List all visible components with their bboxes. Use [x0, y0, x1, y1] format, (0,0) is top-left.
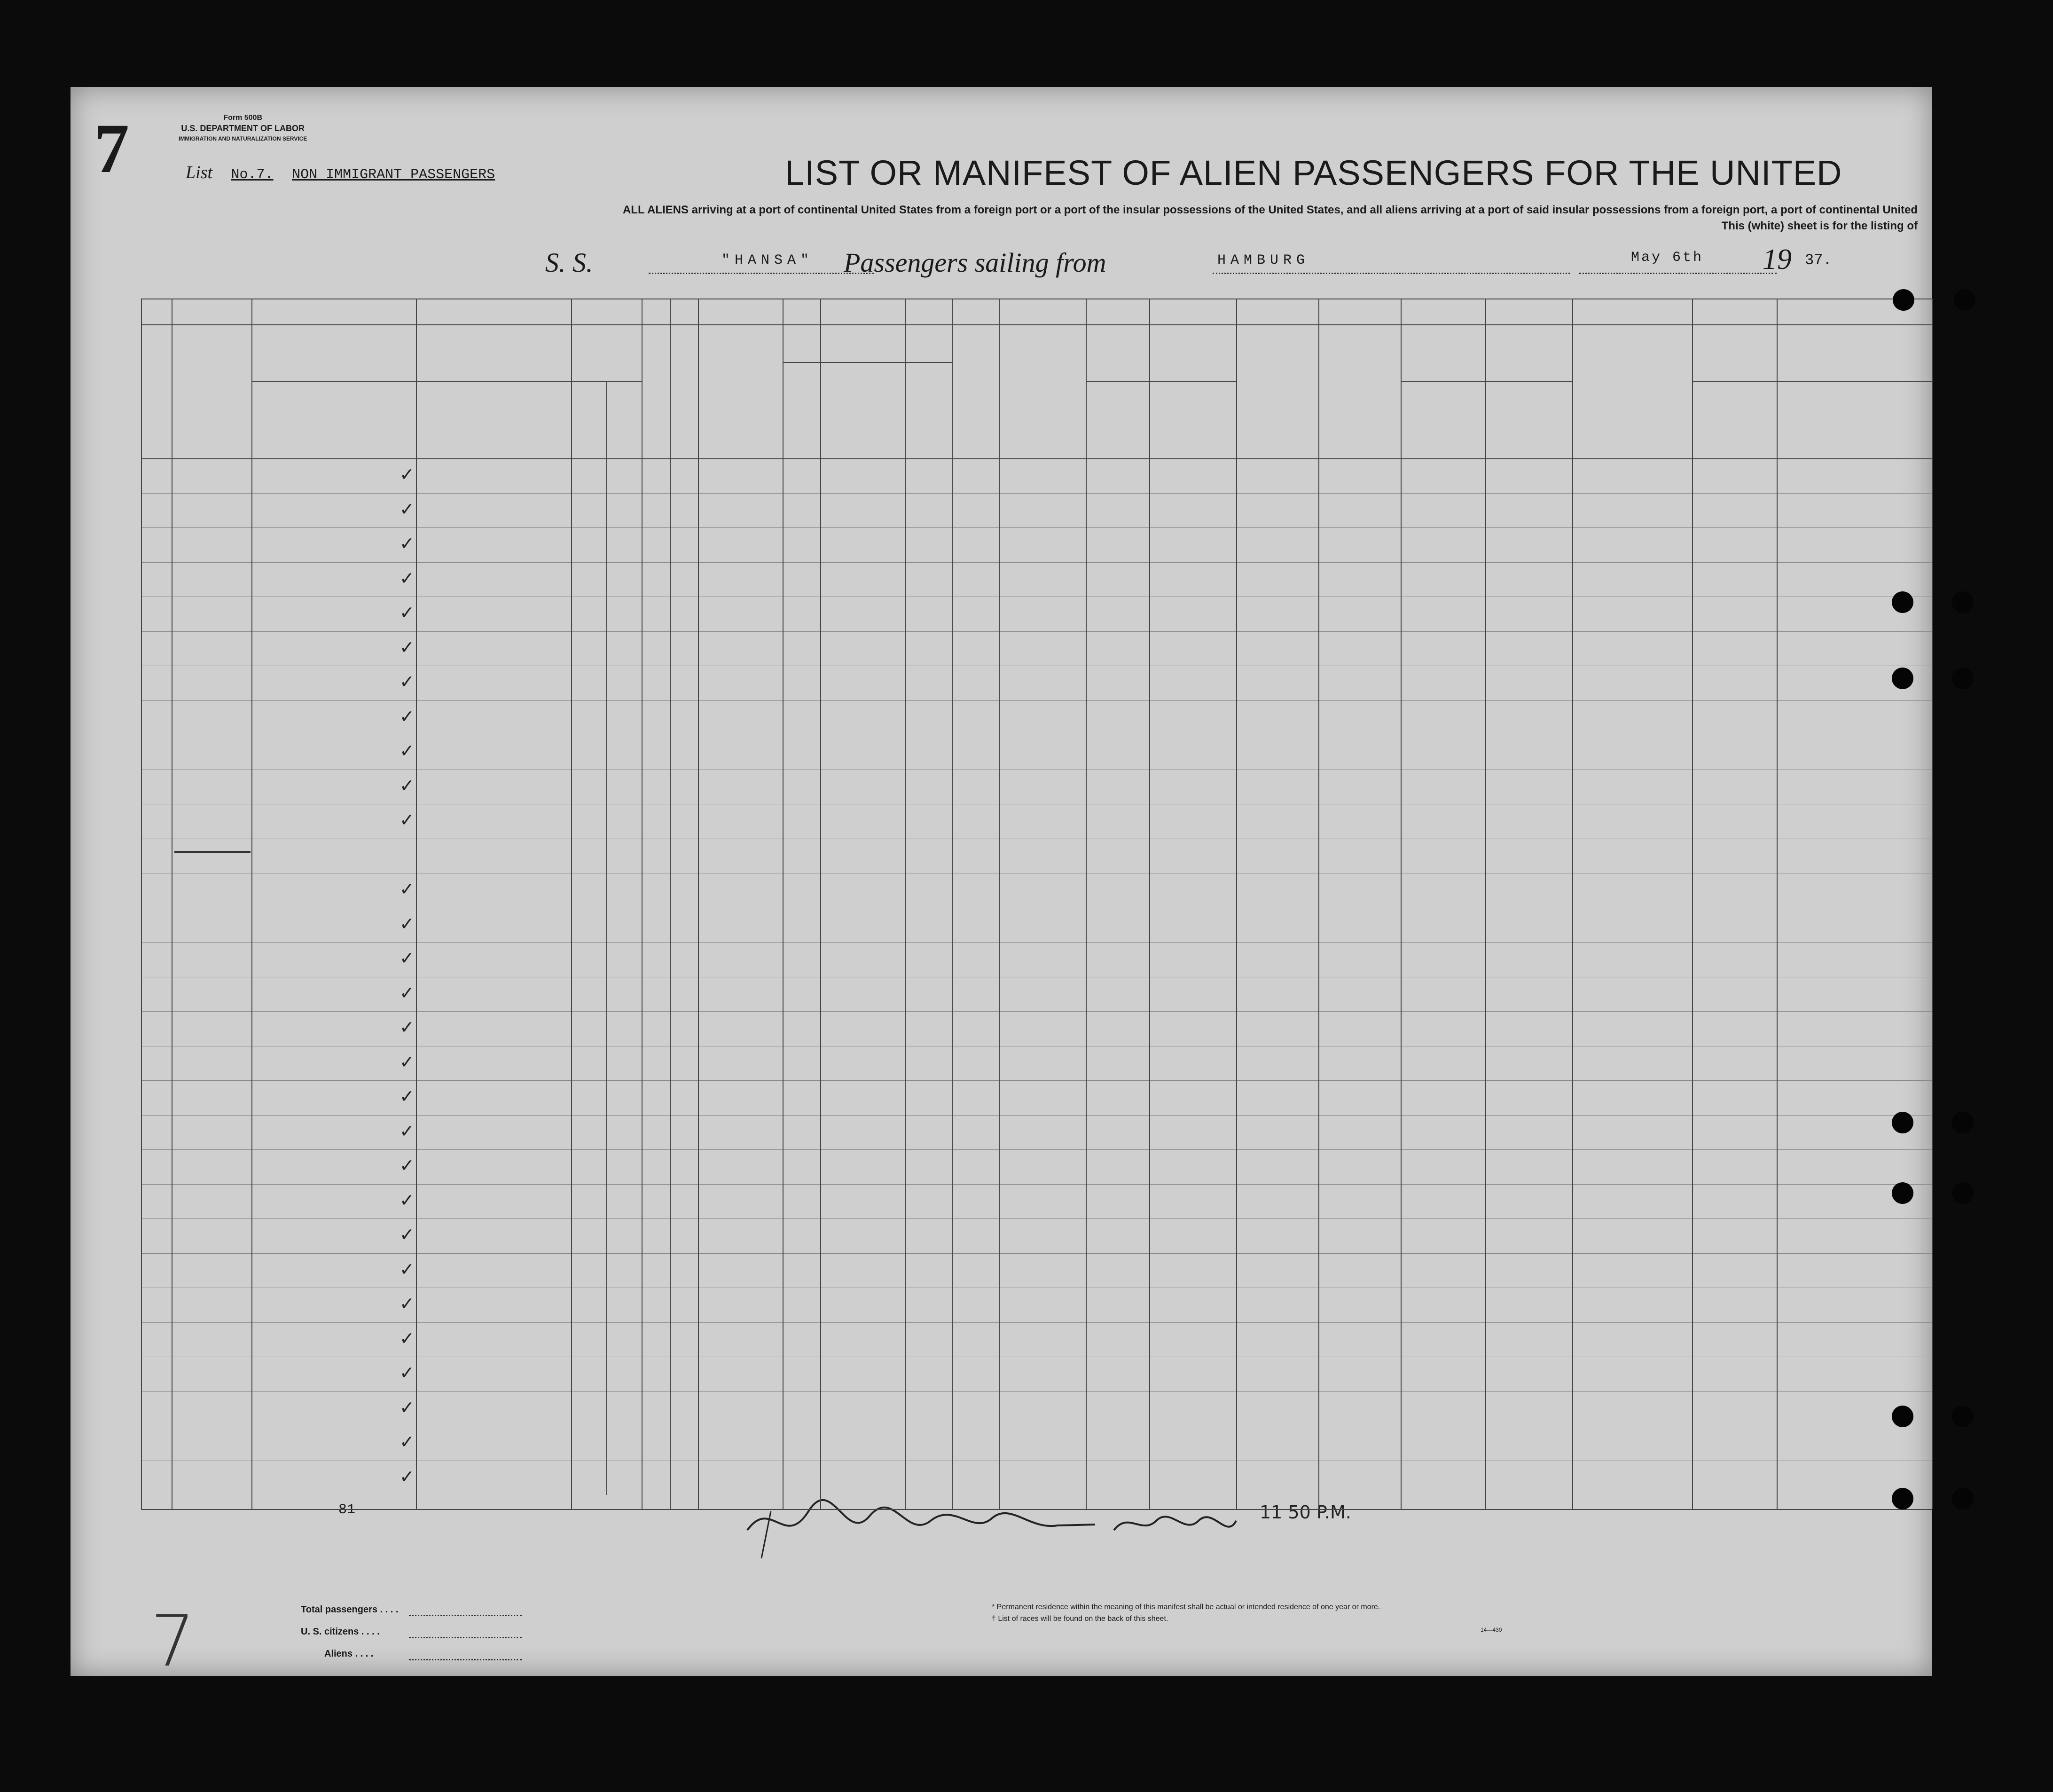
punch-hole [1892, 668, 1913, 689]
row-divider [141, 1011, 1932, 1012]
column-divider [1318, 299, 1319, 1509]
punch-hole [1892, 591, 1913, 613]
punch-hole [1952, 1488, 1974, 1509]
column-divider [952, 299, 953, 1509]
sailing-date: May 6th [1631, 250, 1704, 266]
year-suffix: 37. [1805, 252, 1832, 269]
manifest-title: LIST OR MANIFEST OF ALIEN PASSENGERS FOR THE UNITED [785, 153, 1842, 192]
check-mark-icon: ✓ [400, 1224, 415, 1245]
page-number: 7 [94, 110, 129, 188]
row-divider [141, 1322, 1932, 1323]
punch-hole [1892, 1112, 1913, 1133]
check-mark-icon: ✓ [400, 1258, 415, 1280]
column-divider [783, 299, 784, 1509]
column-divider [1485, 299, 1486, 1509]
header-married [674, 360, 693, 430]
column-divider [571, 299, 572, 1509]
column-divider [1086, 299, 1087, 1509]
sailing-label: Passengers sailing from [844, 247, 1106, 278]
check-mark-icon: ✓ [400, 948, 415, 968]
signature-time: 11 50 P.M. [1260, 1502, 1351, 1523]
check-mark-icon: ✓ [400, 464, 415, 485]
punch-hole [1952, 1112, 1974, 1133]
check-mark-icon: ✓ [400, 533, 415, 554]
column-divider [1149, 299, 1150, 1509]
port-underline [1213, 273, 1570, 274]
handwritten-count: 7 [150, 1601, 196, 1682]
check-mark-icon: ✓ [400, 1431, 415, 1452]
form-number: Form 500B [223, 114, 263, 122]
check-mark-icon: ✓ [400, 879, 415, 899]
subheader-divider [783, 362, 952, 363]
column-divider [670, 299, 671, 1509]
list-type: NON IMMIGRANT PASSENGERS [292, 167, 495, 183]
column-divider [416, 299, 417, 1509]
row-divider [141, 1391, 1932, 1392]
punch-hole [1954, 289, 1975, 311]
check-mark-icon: ✓ [400, 982, 415, 1003]
check-mark-icon: ✓ [400, 1397, 415, 1418]
check-mark-icon: ✓ [400, 1086, 415, 1107]
us-citizens-line [409, 1637, 522, 1638]
check-mark-icon: ✓ [400, 740, 415, 761]
column-divider [1932, 299, 1933, 1509]
check-mark-icon: ✓ [400, 1017, 415, 1037]
check-mark-icon: ✓ [400, 1328, 415, 1349]
row-divider [141, 1080, 1932, 1081]
column-divider [642, 299, 643, 1509]
check-mark-icon: ✓ [400, 671, 415, 692]
total-passengers-label: Total passengers . . . . [301, 1604, 399, 1615]
column-divider [251, 299, 252, 1509]
column-divider [820, 299, 821, 1509]
port-name: HAMBURG [1217, 252, 1310, 268]
check-mark-icon: ✓ [400, 567, 415, 589]
manifest-subtitle [442, 202, 1918, 234]
list-label: List [186, 163, 213, 182]
head-tax-status [174, 851, 251, 853]
ss-label: S. S. [545, 247, 593, 278]
punch-hole [1892, 1182, 1913, 1204]
subheader-divider [1401, 381, 1572, 382]
column-divider [141, 299, 142, 1509]
column-divider [1692, 299, 1693, 1509]
page-total: 81 [338, 1502, 356, 1518]
subtitle-line-2: This (white) sheet is for the listing of [1721, 220, 1918, 232]
form-code: 14—430 [1481, 1627, 1502, 1633]
column-divider [1401, 299, 1402, 1509]
row-divider [141, 1115, 1932, 1116]
check-mark-icon: ✓ [400, 913, 415, 934]
check-mark-icon: ✓ [400, 1155, 415, 1176]
row-divider [141, 1218, 1932, 1219]
punch-hole [1952, 1182, 1974, 1204]
row-divider [141, 1253, 1932, 1254]
subheader-divider [1692, 381, 1932, 382]
check-mark-icon: ✓ [400, 1293, 415, 1314]
subheader-divider [251, 381, 642, 382]
date-underline [1579, 273, 1777, 274]
punch-hole [1893, 289, 1914, 311]
column-divider [1777, 299, 1778, 1509]
column-number-divider [141, 324, 1932, 325]
row-divider [141, 700, 1932, 701]
subtitle-line-1: ALL ALIENS arriving at a port of continental United States from a foreign port or a port of the insular possessions of the United States, and all aliens arriving at a port of said insular possessions from a foreign port, a port of continental United [622, 204, 1918, 216]
column-divider [698, 299, 699, 1509]
punch-hole [1892, 1406, 1913, 1427]
header-bottom-border [141, 458, 1932, 459]
form-info [179, 113, 307, 144]
row-divider [141, 631, 1932, 632]
check-mark-icon: ✓ [400, 775, 415, 796]
footnote-residence: * Permanent residence within the meaning of this manifest shall be actual or intended residence of one year or more. [992, 1603, 1380, 1611]
row-divider [141, 493, 1932, 494]
row-divider [141, 942, 1932, 943]
check-mark-icon: ✓ [400, 637, 415, 658]
punch-hole [1952, 1406, 1974, 1427]
total-passengers-line [409, 1615, 522, 1616]
column-divider [1572, 299, 1573, 1509]
table-bottom-border [141, 1509, 1932, 1510]
list-line [186, 162, 495, 183]
list-number: No.7. [231, 167, 274, 183]
check-mark-icon: ✓ [400, 1051, 415, 1072]
year-prefix: 19 [1763, 244, 1792, 275]
aliens-label: Aliens . . . . [324, 1649, 374, 1659]
check-mark-icon: ✓ [400, 1362, 415, 1383]
column-divider [905, 299, 906, 1509]
punch-hole [1952, 591, 1974, 613]
check-mark-icon: ✓ [400, 1120, 415, 1141]
row-divider [141, 562, 1932, 563]
subheader-divider [1086, 381, 1236, 382]
us-citizens-label: U. S. citizens . . . . [301, 1627, 380, 1637]
department-name: U.S. DEPARTMENT OF LABOR [181, 124, 305, 133]
punch-hole [1892, 1488, 1913, 1509]
ship-underline [649, 273, 874, 274]
check-mark-icon: ✓ [400, 602, 415, 623]
check-mark-icon: ✓ [400, 706, 415, 727]
row-divider [141, 1149, 1932, 1150]
check-mark-icon: ✓ [400, 498, 415, 519]
column-divider [1236, 299, 1237, 1509]
row-divider [141, 527, 1932, 528]
punch-hole [1952, 668, 1974, 689]
footnote-races: † List of races will be found on the back of this sheet. [992, 1615, 1168, 1623]
aliens-line [409, 1659, 522, 1660]
ship-name: "HANSA" [721, 252, 814, 268]
column-divider [999, 299, 1000, 1509]
check-mark-icon: ✓ [400, 1189, 415, 1210]
manifest-sheet [71, 87, 1932, 1682]
row-divider [141, 1184, 1932, 1185]
check-mark-icon: ✓ [400, 810, 415, 830]
check-mark-icon: ✓ [400, 1466, 415, 1487]
service-name: IMMIGRATION AND NATURALIZATION SERVICE [179, 135, 307, 142]
age-divider [606, 381, 607, 1495]
